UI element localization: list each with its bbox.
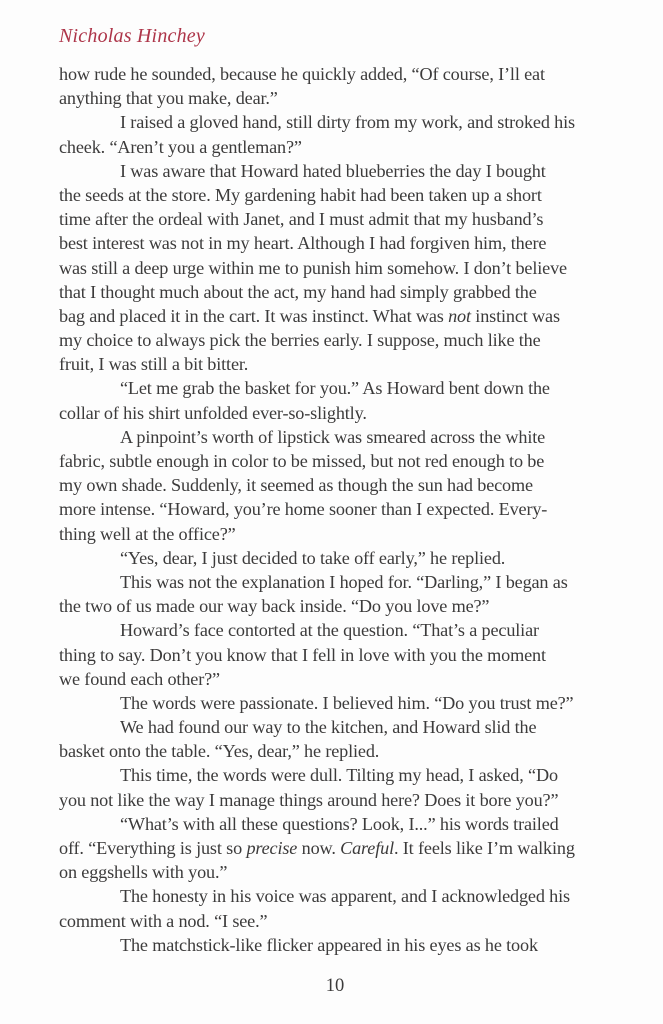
body-text (59, 62, 611, 957)
text-line: thing to say. Don’t you know that I fell in love with you the moment (59, 644, 546, 665)
text-line: “Yes, dear, I just decided to take off early,” he replied. (120, 547, 506, 568)
text-line: Howard’s face contorted at the question. “That’s a peculiar (120, 620, 539, 641)
text-line: we found each other?” (59, 668, 220, 689)
text-line: The honesty in his voice was apparent, and I acknowledged his (120, 886, 570, 907)
text-line: best interest was not in my heart. Although I had forgiven him, there (59, 233, 547, 254)
text-line: you not like the way I manage things around here? Does it bore you?” (59, 789, 559, 810)
text-line: The words were passionate. I believed him. “Do you trust me?” (120, 692, 574, 713)
text-line: comment with a nod. “I see.” (59, 910, 268, 931)
text-line: basket onto the table. “Yes, dear,” he replied. (59, 741, 380, 762)
text-line: the two of us made our way back inside. “Do you love me?” (59, 596, 490, 617)
text-line: This was not the explanation I hoped for. “Darling,” I began as (120, 571, 568, 592)
text-line: my own shade. Suddenly, it seemed as though the sun had become (59, 475, 533, 496)
text-line: how rude he sounded, because he quickly added, “Of course, I’ll eat (59, 64, 545, 84)
text-line: off. “Everything is just so precise now. Careful. It feels like I’m walking (59, 838, 575, 858)
text-line: We had found our way to the kitchen, and Howard slid the (120, 717, 537, 738)
text-line: was still a deep urge within me to punish him somehow. I don’t believe (59, 257, 567, 278)
text-line: This time, the words were dull. Tilting my head, I asked, “Do (120, 765, 558, 786)
text-line: thing well at the office?” (59, 523, 236, 544)
text-line: bag and placed it in the cart. It was instinct. What was not instinct was (59, 305, 560, 326)
text-line: “What’s with all these questions? Look, I...” his words trailed (120, 813, 559, 834)
text-line: fabric, subtle enough in color to be missed, but not red enough to be (59, 451, 545, 471)
text-line: time after the ordeal with Janet, and I must admit that my husband’s (59, 209, 544, 230)
text-line: A pinpoint’s worth of lipstick was smeared across the white (120, 426, 546, 447)
text-line: the seeds at the store. My gardening habit had been taken up a short (59, 184, 542, 205)
text-line: fruit, I was still a bit bitter. (59, 354, 249, 375)
author-header: Nicholas Hinchey (59, 25, 205, 47)
text-line: that I thought much about the act, my hand had simply grabbed the (59, 281, 537, 302)
text-line: on eggshells with you.” (59, 862, 228, 883)
text-line: “Let me grab the basket for you.” As Howard bent down the (120, 378, 550, 399)
text-line: I was aware that Howard hated blueberries the day I bought (120, 160, 546, 181)
page-number: 10 (325, 976, 345, 996)
text-line: cheek. “Aren’t you a gentleman?” (59, 136, 302, 157)
text-line: The matchstick-like flicker appeared in his eyes as he took (120, 934, 538, 955)
text-line: my choice to always pick the berries early. I suppose, much like the (59, 330, 541, 351)
text-line: more intense. “Howard, you’re home sooner than I expected. Every- (59, 499, 548, 520)
text-line: I raised a gloved hand, still dirty from my work, and stroked his (120, 112, 575, 133)
text-line: anything that you make, dear.” (59, 88, 278, 109)
text-line: collar of his shirt unfolded ever-so-slightly. (59, 402, 367, 423)
